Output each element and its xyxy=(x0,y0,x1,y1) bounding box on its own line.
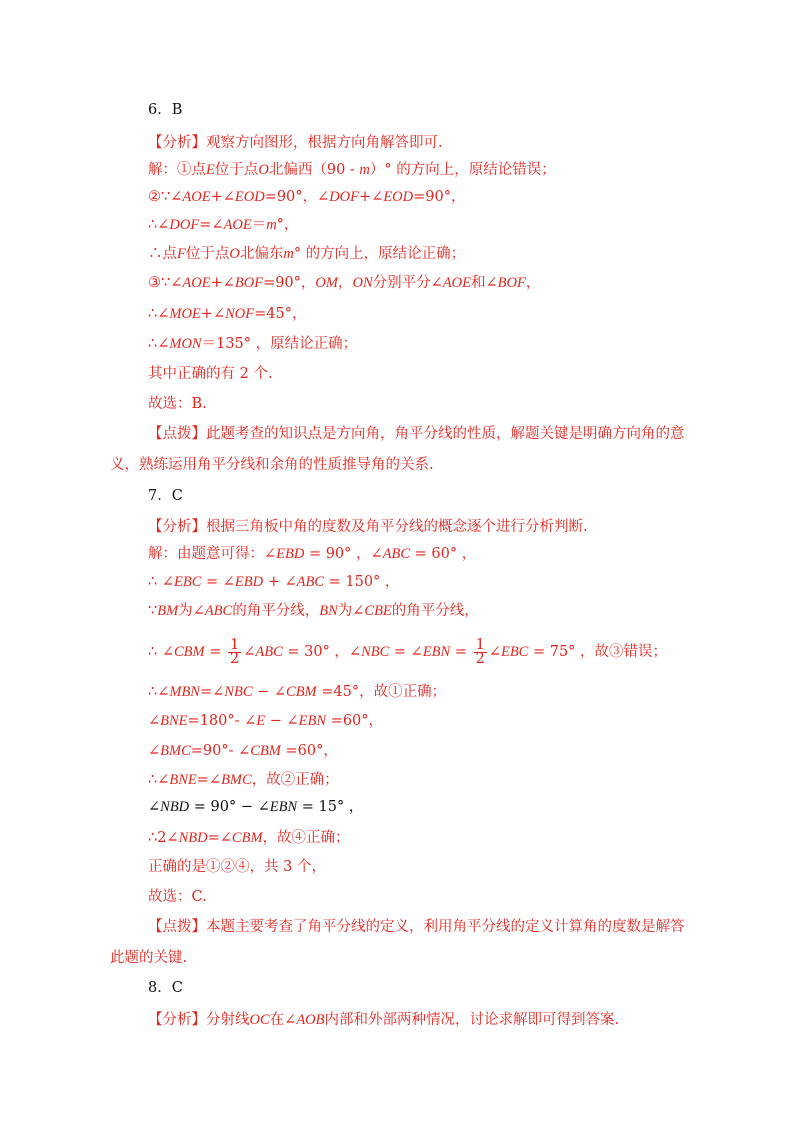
tip-tag: 【点拨】 xyxy=(148,426,206,442)
q7-line-10: ∴2∠NBD=∠CBM，故④正确； xyxy=(148,830,350,846)
fraction-half: $\frac{1}{2}$ xyxy=(229,636,240,667)
q6-line-9: 故选：B. xyxy=(148,396,207,412)
q7-line-8: ∴∠BNE=∠BMC，故②正确； xyxy=(148,772,339,788)
q6-line-1: 解：①点E位于点O北偏西（90 - m）° 的方向上，原结论错误； xyxy=(148,162,556,178)
q7-line-6: ∠BNE=180°- ∠E − ∠EBN =60°， xyxy=(148,713,384,729)
q6-tip-2: 义，熟练运用角平分线和余角的性质推导角的关系. xyxy=(110,457,434,473)
fraction-half: $\frac{1}{2}$ xyxy=(475,636,485,667)
q6-analysis: 【分析】观察方向图形，根据方向角解答即可. xyxy=(148,135,443,151)
q7-line-1: 解：由题意可得：∠EBD = 90° ，∠ABC = 60° ， xyxy=(148,546,477,562)
q6-line-5: ③∵∠AOE+∠BOF=90°，OM，ON分别平分∠AOE和∠BOF， xyxy=(148,275,541,291)
q6-tip-1: 【点拨】此题考查的知识点是方向角，角平分线的性质，解题关键是明确方向角的意 xyxy=(148,426,685,442)
q7-tip-2: 此题的关键. xyxy=(110,950,188,966)
q6-answer: 6．B xyxy=(148,102,183,118)
analysis-tag: 【分析】 xyxy=(148,1012,206,1028)
q6-line-3: ∴∠DOF=∠AOE＝m°， xyxy=(148,217,299,233)
q7-line-9: ∠NBD = 90° − ∠EBN = 15° ， xyxy=(148,799,364,815)
q6-line-2: ②∵∠AOE+∠EOD=90°，∠DOF+∠EOD=90°， xyxy=(148,189,466,205)
q7-line-3: ∵BM为∠ABC的角平分线，BN为∠CBE的角平分线， xyxy=(148,603,479,619)
q8-answer: 8．C xyxy=(148,980,183,996)
q7-line-4: ∴ ∠CBM = $\frac{1}{2}$ ∠ABC = 30° ，∠NBC = ∠EBN = $\frac{1}{2}$ ∠EBC = 75° ，故③错误； xyxy=(148,636,668,667)
q7-line-12: 故选：C. xyxy=(148,889,207,905)
q7-tip-1: 【点拨】本题主要考查了角平分线的定义，利用角平分线的定义计算角的度数是解答 xyxy=(148,919,685,935)
q8-analysis: 【分析】分射线OC在∠AOB内部和外部两种情况，讨论求解即可得到答案. xyxy=(148,1012,620,1028)
q7-answer: 7．C xyxy=(148,488,183,504)
q6-line-7: ∴∠MON＝135° ，原结论正确； xyxy=(148,336,358,352)
q7-line-7: ∠BMC=90°- ∠CBM =60°， xyxy=(148,743,338,759)
tip-tag: 【点拨】 xyxy=(148,919,206,935)
q7-line-11: 正确的是①②④，共 3 个， xyxy=(148,859,326,875)
q6-line-6: ∴∠MOE+∠NOF=45°， xyxy=(148,306,307,322)
analysis-tag: 【分析】 xyxy=(148,135,206,151)
q7-line-5: ∴∠MBN=∠NBC − ∠CBM =45°，故①正确； xyxy=(148,684,447,700)
q6-line-4: ∴点F位于点O北偏东m° 的方向上，原结论正确； xyxy=(148,246,466,262)
q6-line-8: 其中正确的有 2 个. xyxy=(148,366,273,382)
q7-line-2: ∴ ∠EBC = ∠EBD + ∠ABC = 150° ， xyxy=(148,574,400,590)
analysis-tag: 【分析】 xyxy=(148,519,206,535)
q7-analysis: 【分析】根据三角板中角的度数及角平分线的概念逐个进行分析判断. xyxy=(148,519,588,535)
